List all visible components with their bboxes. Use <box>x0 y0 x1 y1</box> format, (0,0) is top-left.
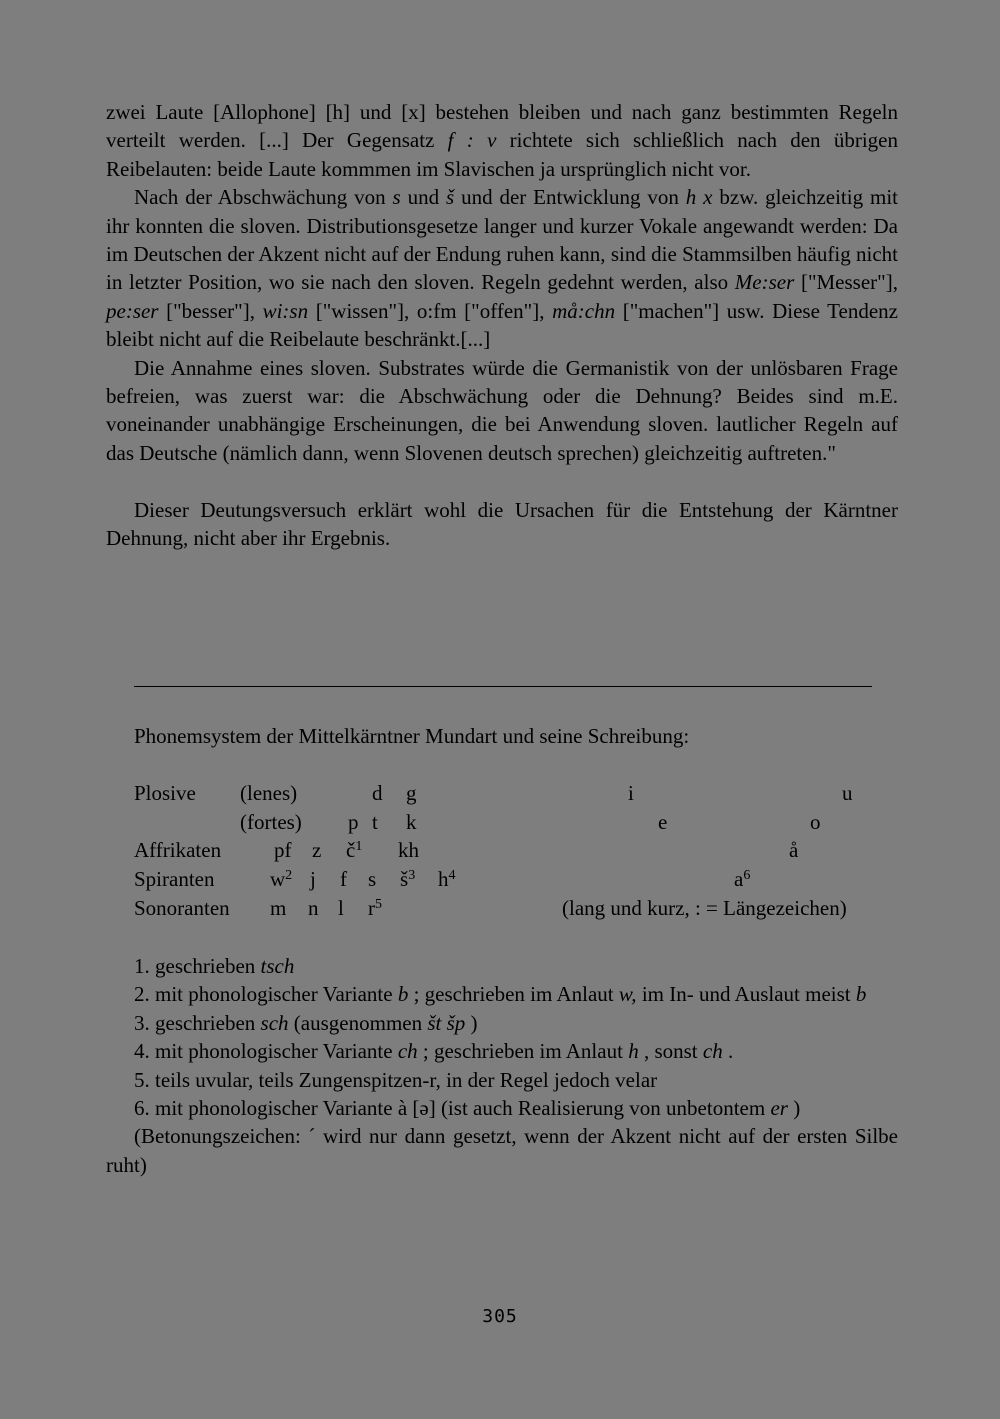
note-6: 6. mit phonologischer Variante à [ə] (ist auch Realisierung von unbetontem er ) <box>134 1096 801 1121</box>
phoneme-r: $r^5$ <box>368 896 382 920</box>
phoneme-g: g <box>406 781 417 805</box>
phoneme-d: d <box>372 781 383 805</box>
row-sonoranten <box>134 894 914 922</box>
phoneme-l: l <box>338 896 344 920</box>
phoneme-sh: $š^3$ <box>400 867 416 891</box>
phoneme-w: $w^2$ <box>270 867 293 891</box>
page-number: 305 <box>482 1306 518 1327</box>
row-affrikaten <box>134 836 914 864</box>
vowel-o: o <box>810 810 821 834</box>
label-sonoranten: Sonoranten <box>134 896 230 920</box>
label-fortes: (fortes) <box>240 810 302 834</box>
note-5: 5. teils uvular, teils Zungenspitzen-r, in der Regel jedoch velar <box>134 1067 658 1092</box>
label-affrikaten: Affrikaten <box>134 838 222 862</box>
vowel-a-ring: å <box>789 838 799 862</box>
note-1: 1. geschrieben tsch <box>134 954 295 978</box>
label-spiranten: Spiranten <box>134 867 215 891</box>
note-4: 4. mit phonologischer Variante ch ; geschrieben im Anlaut h , sonst ch . <box>134 1039 734 1064</box>
paragraph-2: Nach der Abschwächung von s und š und der Entwicklung von h x bzw. gleichzeitig mit ihr konnten die sloven. Distributionsgesetze langer und kurzer Vokale angewandt werden: Da im Deutschen der Akzent nicht auf der Endung ruhen kann, sind die Stammsilben häufig nicht in letzter Position, wo sie nach den sloven. Regeln gedehnt werden, also Me:ser ["Messer"], pe:ser ["besser"], wi:sn ["wissen"], o:fm ["offen"], må:chn ["machen"] usw. Diese Tendenz bleibt nicht auf die Reibelaute beschränkt.[...] <box>106 185 898 352</box>
phonem-heading: Phonemsystem der Mittelkärntner Mundart und seine Schreibung: <box>134 724 690 748</box>
row-plosive-lenes <box>134 779 914 807</box>
phoneme-c: $č^1$ <box>346 838 363 862</box>
paragraph-4: Dieser Deutungsversuch erklärt wohl die Ursachen für die Entstehung der Kärntner Dehnung, nicht aber ihr Ergebnis. <box>106 497 898 551</box>
phoneme-p: p <box>348 810 359 834</box>
phoneme-k: k <box>406 810 417 834</box>
phoneme-h: $h^4$ <box>438 867 456 891</box>
note-7: (Betonungszeichen: ´ wird nur dann gesetzt, wenn der Akzent nicht auf der ersten Silbe ruht) <box>106 1124 898 1177</box>
note-2: 2. mit phonologischer Variante b ; geschrieben im Anlaut w, im In- und Auslaut meist b <box>134 982 867 1007</box>
phoneme-j: j <box>310 867 316 891</box>
vowel-i: i <box>628 781 634 805</box>
row-spiranten <box>134 865 914 893</box>
main-text <box>106 98 898 552</box>
vowel-e: e <box>658 810 668 834</box>
vowel-a: $a^6$ <box>734 867 751 891</box>
length-note: (lang und kurz, : = Längezeichen) <box>562 896 847 920</box>
phoneme-s: s <box>368 867 377 891</box>
phoneme-t: t <box>372 810 378 834</box>
row-fortes <box>134 808 914 836</box>
phoneme-z: z <box>312 838 322 862</box>
footnotes <box>106 952 898 1179</box>
note-3: 3. geschrieben sch (ausgenommen št šp ) <box>134 1010 478 1035</box>
phoneme-m: m <box>270 896 287 920</box>
phoneme-pf: pf <box>274 838 292 862</box>
phoneme-f: f <box>340 867 347 891</box>
vowel-u: u <box>842 781 853 805</box>
label-lenes: (lenes) <box>240 781 298 805</box>
label-plosive: Plosive <box>134 781 196 805</box>
phoneme-kh: kh <box>398 838 419 862</box>
divider-rule <box>134 686 872 687</box>
paragraph-3: Die Annahme eines sloven. Substrates würde die Germanistik von der unlösbaren Frage befreien, was zuerst war: die Abschwächung oder die Dehnung? Beides sind m.E. voneinander unabhängige Erscheinungen, die bei Anwendung sloven. lautlicher Regeln auf das Deutsche (nämlich dann, wenn Slovenen deutsch sprechen) gleichzeitig auftreten." <box>106 355 898 465</box>
phoneme-n: n <box>308 896 319 920</box>
paragraph-1: zwei Laute [Allophone] [h] und [x] bestehen bleiben und nach ganz bestimmten Regeln verteilt werden. [...] Der Gegensatz f : v richtete sich schließlich nach den übrigen Reibelauten: beide Laute kommmen im Slavischen ja ursprünglich nicht vor. <box>106 100 898 181</box>
